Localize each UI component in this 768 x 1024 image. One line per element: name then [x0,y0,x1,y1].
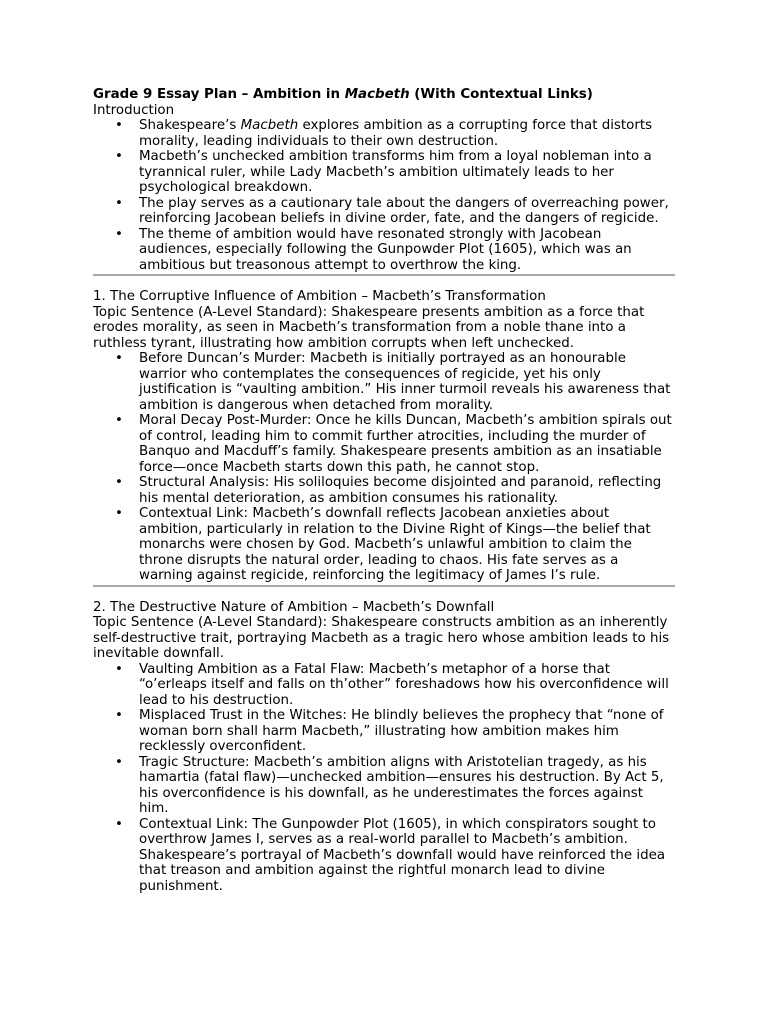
section-1-topic-sentence: Topic Sentence (A-Level Standard): Shakespeare presents ambition as a force that erodes morality, as seen in Macbeth’s transformation from a noble thane into a ruthless tyrant, illustrating how ambition corrupts when left unchecked. [93,304,645,351]
list-item: • Tragic Structure: Macbeth’s ambition aligns with Aristotelian tragedy, as his hamartia (fatal flaw)—unchecked ambition—ensures his destruction. By Act 5, his overconfidence is his downfall, as he underestimates the forces against him. [93,755,675,817]
list-item: • Before Duncan’s Murder: Macbeth is initially portrayed as an honourable warrior who contemplates the consequences of regicide, yet his only justification is “vaulting ambition.” His inner turmoil reveals his awareness that ambition is dangerous when detached from morality. [93,351,675,413]
list-item: • Vaulting Ambition as a Fatal Flaw: Macbeth’s metaphor of a horse that “o’erleaps itself and falls on th’other” foreshadows how his overconfidence will lead to his destruction. [93,662,675,709]
document-title [93,87,675,103]
spacer [93,276,675,289]
list-item: • Contextual Link: The Gunpowder Plot (1605), in which conspirators sought to overthrow James I, serves as a real-world parallel to Macbeth’s ambition. Shakespeare’s portrayal of Macbeth’s downfall would have reinforced the idea that treason and ambition against the rightful monarch lead to divine punishment. [93,817,675,895]
list-item: • Moral Decay Post-Murder: Once he kills Duncan, Macbeth’s ambition spirals out of control, leading him to commit further atrocities, including the murder of Banquo and Macduff’s family. Shakespeare presents ambition as an insatiable force—once Macbeth starts down this path, he cannot stop. [93,413,675,475]
spacer [93,587,675,600]
list-item [93,118,675,149]
intro-bullet-1-italic: Macbeth [240,118,299,133]
document-page [93,87,675,894]
title-suffix: (With Contextual Links) [409,87,593,102]
list-item: • Structural Analysis: His soliloquies become disjointed and paranoid, reflecting his mental deterioration, as ambition consumes his rationality. [93,475,675,506]
title-prefix: Grade 9 Essay Plan – Ambition in [93,87,345,102]
list-item: • The play serves as a cautionary tale about the dangers of overreaching power, reinforcing Jacobean beliefs in divine order, fate, and the dangers of regicide. [93,196,675,227]
section-2-topic-sentence: Topic Sentence (A-Level Standard): Shakespeare constructs ambition as an inherently self-destructive trait, portraying Macbeth as a tragic hero whose ambition leads to his inevitable downfall. [93,615,670,661]
intro-bullet-1-pre: Shakespeare’s [139,118,241,133]
section-1-heading: 1. The Corruptive Influence of Ambition – Macbeth’s Transformation [93,289,546,304]
list-item: • Macbeth’s unchecked ambition transforms him from a loyal nobleman into a tyrannical ruler, while Lady Macbeth’s ambition ultimately leads to her psychological breakdown. [93,149,675,196]
list-item: • Misplaced Trust in the Witches: He blindly believes the prophecy that “none of woman born shall harm Macbeth,” illustrating how ambition makes him recklessly overconfident. [93,708,675,755]
section-1-list [93,351,675,584]
list-item: • Contextual Link: Macbeth’s downfall reflects Jacobean anxieties about ambition, particularly in relation to the Divine Right of Kings—the belief that monarchs were chosen by God. Macbeth’s unlawful ambition to claim the throne disrupts the natural order, leading to chaos. His fate serves as a warning against regicide, reinforcing the legitimacy of James I’s rule. [93,506,675,584]
intro-heading: Introduction [93,102,175,118]
title-play-name: Macbeth [344,87,410,102]
section-2-list [93,662,675,895]
intro-bullet-1-post: explores ambition as a corrupting force that distorts morality, leading individuals to their own destruction. [139,118,653,149]
list-item: • The theme of ambition would have resonated strongly with Jacobean audiences, especially following the Gunpowder Plot (1605), which was an ambitious but treasonous attempt to overthrow the king. [93,227,675,274]
intro-list [93,118,675,273]
section-2-heading: 2. The Destructive Nature of Ambition – Macbeth’s Downfall [93,599,495,615]
